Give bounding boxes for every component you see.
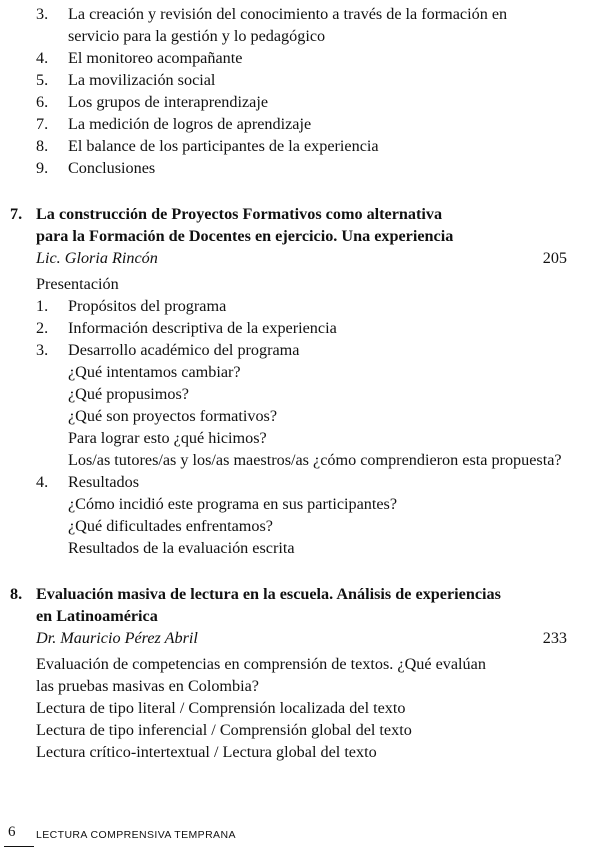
list-item: La medición de logros de aprendizaje xyxy=(68,115,312,133)
list-item: ¿Cómo incidió este programa en sus participantes? xyxy=(68,495,398,513)
section-number: 7. xyxy=(10,205,23,223)
list-number: 3. xyxy=(36,5,49,23)
section-title: para la Formación de Docentes en ejercicio. Una experiencia xyxy=(36,227,454,245)
list-item: ¿Qué son proyectos formativos? xyxy=(68,407,278,425)
list-number: 1. xyxy=(36,297,49,315)
page-ref: 205 xyxy=(542,249,567,267)
list-item: servicio para la gestión y lo pedagógico xyxy=(68,27,326,45)
section-title: en Latinoamérica xyxy=(36,607,158,625)
list-item: Lectura de tipo literal / Comprensión localizada del texto xyxy=(36,699,406,717)
list-number: 7. xyxy=(36,115,49,133)
list-number: 5. xyxy=(36,71,49,89)
list-item: Propósitos del programa xyxy=(68,297,227,315)
page-ref: 233 xyxy=(542,629,567,647)
list-item: Los/as tutores/as y los/as maestros/as ¿cómo comprendieron esta propuesta? xyxy=(68,451,562,469)
list-number: 3. xyxy=(36,341,49,359)
list-number: 9. xyxy=(36,159,49,177)
list-item: Resultados de la evaluación escrita xyxy=(68,539,295,557)
list-number: 2. xyxy=(36,319,49,337)
list-item: Presentación xyxy=(36,275,119,293)
list-item: Desarrollo académico del programa xyxy=(68,341,300,359)
list-item: Lectura crítico-intertextual / Lectura global del texto xyxy=(36,743,377,761)
list-number: 8. xyxy=(36,137,49,155)
list-item: Información descriptiva de la experiencia xyxy=(68,319,337,337)
list-item: El balance de los participantes de la experiencia xyxy=(68,137,379,155)
section-title: La construcción de Proyectos Formativos como alternativa xyxy=(36,205,443,223)
list-item: Los grupos de interaprendizaje xyxy=(68,93,269,111)
list-number: 4. xyxy=(36,49,49,67)
list-item: Para lograr esto ¿qué hicimos? xyxy=(68,429,267,447)
section-author: Lic. Gloria Rincón xyxy=(36,249,158,267)
list-item: Evaluación de competencias en comprensión de textos. ¿Qué evalúan xyxy=(36,655,486,673)
page-number: 6 xyxy=(8,824,16,840)
section-title: Evaluación masiva de lectura en la escuela. Análisis de experiencias xyxy=(36,585,501,603)
list-number: 6. xyxy=(36,93,49,111)
list-item: las pruebas masivas en Colombia? xyxy=(36,677,259,695)
section-author: Dr. Mauricio Pérez Abril xyxy=(36,629,198,647)
section-number: 8. xyxy=(10,585,23,603)
list-item: ¿Qué propusimos? xyxy=(68,385,189,403)
footer-rule xyxy=(4,846,34,847)
list-item: Resultados xyxy=(68,473,140,491)
list-item: La creación y revisión del conocimiento a través de la formación en xyxy=(68,5,508,23)
list-item: Lectura de tipo inferencial / Comprensión global del texto xyxy=(36,721,412,739)
list-item: ¿Qué intentamos cambiar? xyxy=(68,363,241,381)
list-number: 4. xyxy=(36,473,49,491)
list-item: ¿Qué dificultades enfrentamos? xyxy=(68,517,273,535)
list-item: La movilización social xyxy=(68,71,216,89)
list-item: Conclusiones xyxy=(68,159,156,177)
running-footer-title: LECTURA COMPRENSIVA TEMPRANA xyxy=(36,829,236,841)
list-item: El monitoreo acompañante xyxy=(68,49,243,67)
